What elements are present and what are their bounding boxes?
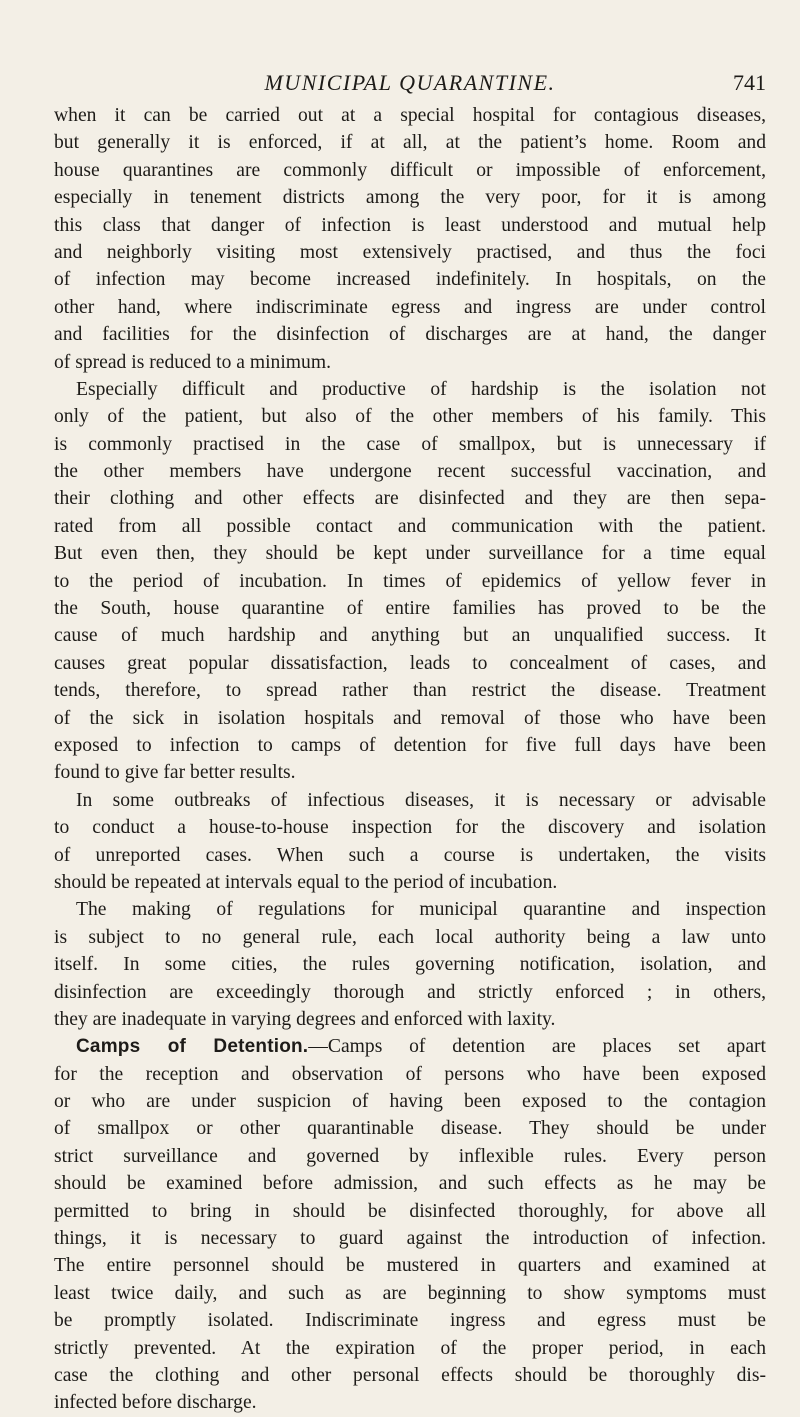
text-line: rated from all possible contact and communication with the patient. [54,515,766,537]
text-line: strictly prevented. At the expiration of the proper period, in each [54,1337,766,1359]
text-line: exposed to infection to camps of detention for five full days have been [54,734,766,756]
text-line: be promptly isolated. Indiscriminate ingress and egress must be [54,1310,766,1332]
text-line: only of the patient, but also of the other members of his family. This [54,406,766,428]
text-line: to conduct a house-to-house inspection for the discovery and isolation [54,817,766,839]
text-line: house quarantines are commonly difficult or impossible of enforcement, [54,159,766,181]
text-line: or who are under suspicion of having been exposed to the contagion [54,1091,766,1113]
text-line: cause of much hardship and anything but an unqualified success. It [54,625,766,647]
text-line: The making of regulations for municipal quarantine and inspection [76,899,766,921]
text-line: the other members have undergone recent successful vaccination, and [54,461,766,483]
text-line: is subject to no general rule, each local authority being a law unto [54,926,766,948]
text-line: But even then, they should be kept under surveillance for a time equal [54,543,766,565]
text-line: this class that danger of infection is least understood and mutual help [54,214,766,236]
text-line: to the period of incubation. In times of epidemics of yellow fever in [54,570,766,592]
text-line: but generally it is enforced, if at all, at the patient’s home. Room and [54,132,766,154]
text-line: when it can be carried out at a special hospital for contagious diseases, [54,105,766,126]
text-line: infected before discharge. [54,1392,257,1414]
text-line: and neighborly visiting most extensively practised, and thus the foci [54,241,766,263]
text-line: especially in tenement districts among the very poor, for it is among [54,187,766,209]
text-line: of unreported cases. When such a course is undertaken, the visits [54,844,766,866]
text-line: they are inadequate in varying degrees and enforced with laxity. [54,1008,556,1030]
text-line: The entire personnel should be mustered in quarters and examined at [54,1255,766,1277]
running-head [54,70,766,100]
text-line: least twice daily, and such as are beginning to show symptoms must [54,1282,766,1304]
text-line: itself. In some cities, the rules governing notification, isolation, and [54,954,766,976]
text-line: for the reception and observation of persons who have been exposed [54,1063,766,1085]
text-line: found to give far better results. [54,762,296,784]
text-line: of smallpox or other quarantinable disease. They should be under [54,1118,766,1140]
text-line: is commonly practised in the case of smallpox, but is unnecessary if [54,433,766,455]
section-heading: Camps of Detention. [76,1036,309,1058]
text-line: of infection may become increased indefinitely. In hospitals, on the [54,269,766,291]
text-line: case the clothing and other personal effects should be thoroughly dis- [54,1364,766,1386]
text-line: In some outbreaks of infectious diseases, it is necessary or advisable [76,789,766,811]
section-first-line-text: —Camps of detention are places set apart [308,1036,767,1058]
text-line: causes great popular dissatisfaction, leads to concealment of cases, and [54,652,766,674]
text-line: of the sick in isolation hospitals and removal of those who have been [54,707,766,729]
text-line: permitted to bring in should be disinfected thoroughly, for above all [54,1200,766,1222]
text-line: things, it is necessary to guard against the introduction of infection. [54,1228,766,1250]
text-line: tends, therefore, to spread rather than restrict the disease. Treatment [54,680,766,702]
text-line: should be examined before admission, and such effects as he may be [54,1173,766,1195]
text-line: and facilities for the disinfection of discharges are at hand, the danger [54,324,766,346]
text-line: Especially difficult and productive of hardship is the isolation not [76,378,766,400]
text-line: of spread is reduced to a minimum. [54,351,331,373]
text-line: should be repeated at intervals equal to the period of incubation. [54,871,558,893]
running-title: MUNICIPAL QUARANTINE. [264,70,556,95]
text-line: strict surveillance and governed by inflexible rules. Every person [54,1145,766,1167]
text-line: their clothing and other effects are disinfected and they are then sepa- [54,488,766,510]
section-first-line [54,1033,766,1060]
text-line: the South, house quarantine of entire families has proved to be the [54,598,766,620]
text-line: other hand, where indiscriminate egress and ingress are under control [54,296,766,318]
text-line: disinfection are exceedingly thorough and strictly enforced ; in others, [54,981,766,1003]
body-text [54,102,766,1417]
page-number: 741 [733,70,766,95]
